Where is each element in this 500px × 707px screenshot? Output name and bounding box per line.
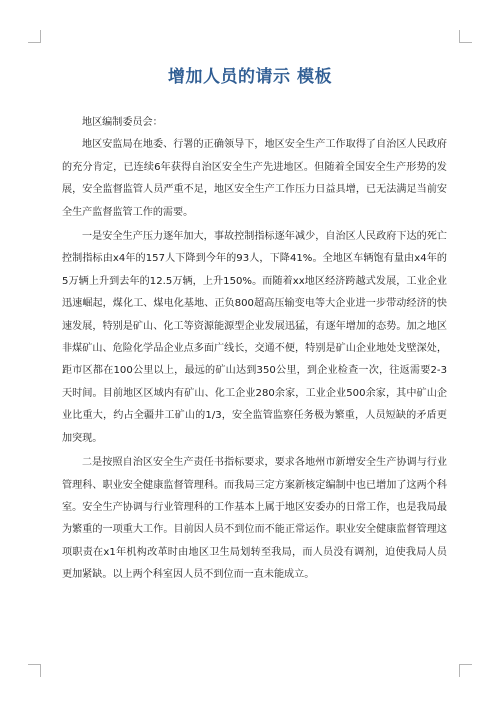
crop-mark-bottom-right [459, 664, 472, 677]
crop-mark-bottom-left [28, 664, 41, 677]
crop-mark-top-left [28, 30, 41, 43]
paragraph-1: 地区安监局在地委、行署的正确领导下，地区安全生产工作取得了自治区人民政府的充分肯定，已连续6年获得自治区安全生产先进地区。但随着全国安全生产形势的发展，安全监督监管人员严重不足，地区安全生产工作压力日益具增，已无法满足当前安全生产监督监管工作的需要。 [62, 139, 447, 218]
document-title: 增加人员的请示 模板 [168, 67, 332, 87]
document-body [62, 112, 447, 587]
salutation: 地区编制委员会： [82, 117, 163, 128]
paragraph-3: 二是按照自治区安全生产责任书指标要求，要求各地州市新增安全生产协调与行业管理科、职业安全健康监督管理科。而我局三定方案新核定编制中也已增加了这两个科室。安全生产协调与行业管理科的工作基本上属于地区安委办的日常工作，也是我局最为繁重的一项重大工作。目前因人员不到位而不能正常运作。职业安全健康监督管理这项职责在x1年机构改革时由地区卫生局划转至我局，而人员没有调剂，迫使我局人员更加紧缺。以上两个科室因人员不到位而一直未能成立。 [62, 457, 447, 581]
paragraph-2: 一是安全生产压力逐年加大，事故控制指标逐年减少，自治区人民政府下达的死亡控制指标由x4年的157人下降到今年的93人，下降41%。全地区车辆饱有量由x4年的5万辆上升到去年的12.5万辆，上升150%。而随着xx地区经济跨越式发展，工业企业迅速崛起，煤化工、煤电化基地、正负800超高压输变电等大企业进一步带动经济的快速发展，特别是矿山、化工等资源能源型企业发展迅猛，有逐年增加的态势。加之地区非煤矿山、危险化学品企业点多面广线长，交通不便，特别是矿山企业地处戈壁深处，距市区都在100公里以上，最远的矿山达到350公里，到企业检查一次，往返需要2-3天时间。目前地区区域内有矿山、化工企业280余家，工业企业500余家，其中矿山企业比重大，约占全疆井工矿山的1/3，安全监管监察任务极为繁重，人员短缺的矛盾更加突现。 [62, 231, 447, 444]
crop-mark-top-right [459, 30, 472, 43]
